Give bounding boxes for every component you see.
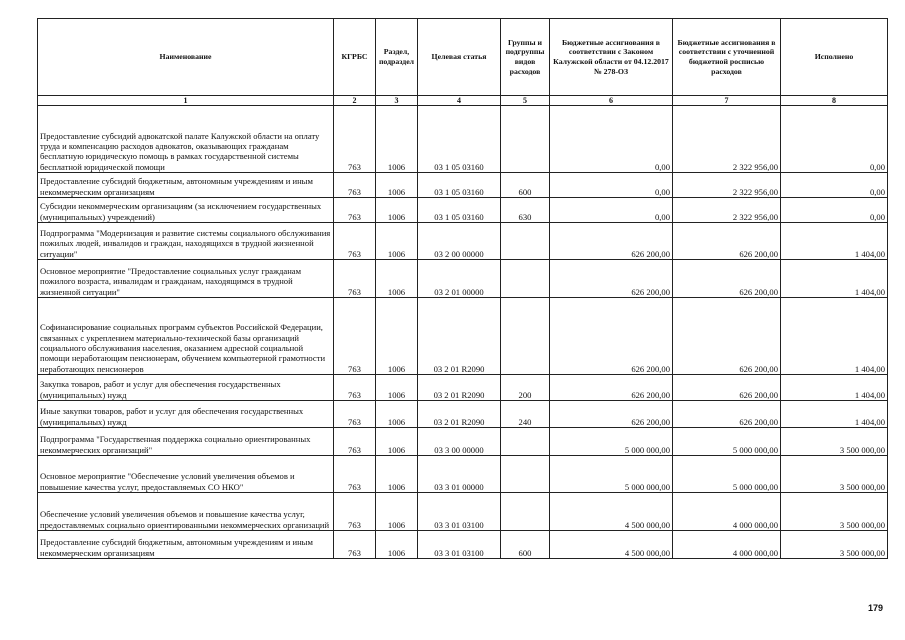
header-name: Наименование [38, 19, 334, 96]
table-row [38, 223, 888, 260]
row-kgrbs: 763 [334, 428, 376, 456]
row-target: 03 2 01 R2090 [418, 375, 501, 401]
row-group [501, 106, 550, 173]
row-kgrbs: 763 [334, 493, 376, 531]
row-group [501, 428, 550, 456]
row-budget-law: 626 200,00 [550, 401, 673, 428]
table-row [38, 375, 888, 401]
row-kgrbs: 763 [334, 401, 376, 428]
column-number-row [38, 96, 888, 106]
row-group: 630 [501, 198, 550, 223]
row-kgrbs: 763 [334, 198, 376, 223]
header-executed: Исполнено [781, 19, 888, 96]
header-groups: Группы и подгруппы видов расходов [501, 19, 550, 96]
row-section: 1006 [376, 493, 418, 531]
row-section: 1006 [376, 260, 418, 298]
col-number: 6 [550, 96, 673, 106]
row-executed: 1 404,00 [781, 223, 888, 260]
row-budget-law: 0,00 [550, 106, 673, 173]
row-budget-refined: 2 322 956,00 [673, 173, 781, 198]
row-target: 03 2 01 00000 [418, 260, 501, 298]
row-section: 1006 [376, 401, 418, 428]
header-section: Раздел, подраздел [376, 19, 418, 96]
table-row [38, 493, 888, 531]
row-name: Закупка товаров, работ и услуг для обеспечения государственных (муниципальных) нужд [38, 375, 334, 401]
row-executed: 1 404,00 [781, 401, 888, 428]
row-budget-refined: 2 322 956,00 [673, 106, 781, 173]
row-budget-law: 626 200,00 [550, 375, 673, 401]
row-target: 03 1 05 03160 [418, 198, 501, 223]
row-budget-refined: 626 200,00 [673, 223, 781, 260]
row-budget-law: 0,00 [550, 198, 673, 223]
table-row [38, 298, 888, 375]
row-budget-refined: 5 000 000,00 [673, 428, 781, 456]
row-budget-refined: 626 200,00 [673, 375, 781, 401]
row-executed: 0,00 [781, 106, 888, 173]
row-section: 1006 [376, 375, 418, 401]
col-number: 2 [334, 96, 376, 106]
table-row [38, 531, 888, 559]
row-executed: 1 404,00 [781, 298, 888, 375]
row-budget-refined: 5 000 000,00 [673, 456, 781, 493]
row-target: 03 1 05 03160 [418, 173, 501, 198]
row-kgrbs: 763 [334, 106, 376, 173]
row-executed: 3 500 000,00 [781, 493, 888, 531]
row-budget-refined: 4 000 000,00 [673, 531, 781, 559]
row-target: 03 2 01 R2090 [418, 298, 501, 375]
row-budget-law: 4 500 000,00 [550, 531, 673, 559]
row-budget-law: 626 200,00 [550, 298, 673, 375]
table-row [38, 260, 888, 298]
row-target: 03 3 01 03100 [418, 493, 501, 531]
row-section: 1006 [376, 456, 418, 493]
row-kgrbs: 763 [334, 223, 376, 260]
row-section: 1006 [376, 428, 418, 456]
row-section: 1006 [376, 223, 418, 260]
table-row [38, 106, 888, 173]
row-budget-law: 0,00 [550, 173, 673, 198]
row-name: Подпрограмма "Государственная поддержка социально ориентированных некоммерческих организаций" [38, 428, 334, 456]
row-target: 03 3 00 00000 [418, 428, 501, 456]
row-name: Предоставление субсидий адвокатской палате Калужской области на оплату труда и компенсацию расходов адвокатов, оказывающих гражданам бесплатную юридическую помощь в рамках государственной системы бесплатной юридической помощи [38, 106, 334, 173]
row-name: Иные закупки товаров, работ и услуг для обеспечения государственных (муниципальных) нужд [38, 401, 334, 428]
row-section: 1006 [376, 198, 418, 223]
row-target: 03 3 01 00000 [418, 456, 501, 493]
row-kgrbs: 763 [334, 260, 376, 298]
row-group [501, 493, 550, 531]
row-target: 03 2 01 R2090 [418, 401, 501, 428]
row-executed: 0,00 [781, 173, 888, 198]
header-target: Целевая статья [418, 19, 501, 96]
row-group: 240 [501, 401, 550, 428]
row-group: 600 [501, 531, 550, 559]
row-budget-refined: 626 200,00 [673, 298, 781, 375]
row-executed: 3 500 000,00 [781, 428, 888, 456]
row-section: 1006 [376, 173, 418, 198]
row-executed: 1 404,00 [781, 375, 888, 401]
row-name: Софинансирование социальных программ субъектов Российской Федерации, связанных с укреплением материально-технической базы организаций социального обслуживания населения, оказанием адресной социальной помощи неработающим пенсионерам, обучением компьютерной грамотности неработающих пенсионеров [38, 298, 334, 375]
row-budget-refined: 2 322 956,00 [673, 198, 781, 223]
row-budget-law: 626 200,00 [550, 223, 673, 260]
row-budget-refined: 626 200,00 [673, 260, 781, 298]
col-number: 5 [501, 96, 550, 106]
row-group [501, 223, 550, 260]
row-name: Обеспечение условий увеличения объемов и повышение качества услуг, предоставляемых социально ориентированными некоммерческих организаций [38, 493, 334, 531]
table-row [38, 198, 888, 223]
row-executed: 0,00 [781, 198, 888, 223]
row-kgrbs: 763 [334, 298, 376, 375]
col-number: 7 [673, 96, 781, 106]
row-target: 03 2 00 00000 [418, 223, 501, 260]
col-number: 4 [418, 96, 501, 106]
row-kgrbs: 763 [334, 173, 376, 198]
row-budget-law: 5 000 000,00 [550, 456, 673, 493]
row-budget-law: 4 500 000,00 [550, 493, 673, 531]
table-row [38, 173, 888, 198]
row-target: 03 3 01 03100 [418, 531, 501, 559]
header-budget-refined: Бюджетные ассигнования в соответствии с уточненной бюджетной росписью расходов [673, 19, 781, 96]
row-group [501, 260, 550, 298]
row-name: Субсидии некоммерческим организациям (за исключением государственных (муниципальных) учреждений) [38, 198, 334, 223]
table-row [38, 401, 888, 428]
row-budget-refined: 626 200,00 [673, 401, 781, 428]
row-budget-refined: 4 000 000,00 [673, 493, 781, 531]
row-executed: 3 500 000,00 [781, 531, 888, 559]
page-number: 179 [868, 603, 884, 613]
row-group: 600 [501, 173, 550, 198]
row-name: Основное мероприятие "Обеспечение условий увеличения объемов и повышение качества услуг, предоставляемых СО НКО" [38, 456, 334, 493]
header-kgrbs: КГРБС [334, 19, 376, 96]
row-section: 1006 [376, 298, 418, 375]
row-section: 1006 [376, 531, 418, 559]
row-section: 1006 [376, 106, 418, 173]
row-kgrbs: 763 [334, 456, 376, 493]
header-budget-law: Бюджетные ассигнования в соответствии с Законом Калужской области от 04.12.2017 № 278-ОЗ [550, 19, 673, 96]
row-kgrbs: 763 [334, 375, 376, 401]
budget-table [37, 18, 888, 559]
row-name: Подпрограмма "Модернизация и развитие системы социального обслуживания пожилых людей, инвалидов и граждан, находящихся в трудной жизненной ситуации" [38, 223, 334, 260]
table-row [38, 456, 888, 493]
row-kgrbs: 763 [334, 531, 376, 559]
row-budget-law: 5 000 000,00 [550, 428, 673, 456]
col-number: 8 [781, 96, 888, 106]
col-number: 3 [376, 96, 418, 106]
row-name: Предоставление субсидий бюджетным, автономным учреждениям и иным некоммерческим организациям [38, 531, 334, 559]
row-group [501, 298, 550, 375]
table-row [38, 428, 888, 456]
row-group [501, 456, 550, 493]
row-executed: 1 404,00 [781, 260, 888, 298]
row-target: 03 1 05 03160 [418, 106, 501, 173]
row-name: Основное мероприятие "Предоставление социальных услуг гражданам пожилого возраста, инвалидам и гражданам, находящимся в трудной жизненной ситуации" [38, 260, 334, 298]
row-executed: 3 500 000,00 [781, 456, 888, 493]
row-budget-law: 626 200,00 [550, 260, 673, 298]
col-number: 1 [38, 96, 334, 106]
row-name: Предоставление субсидий бюджетным, автономным учреждениям и иным некоммерческим организациям [38, 173, 334, 198]
header-row [38, 19, 888, 96]
row-group: 200 [501, 375, 550, 401]
